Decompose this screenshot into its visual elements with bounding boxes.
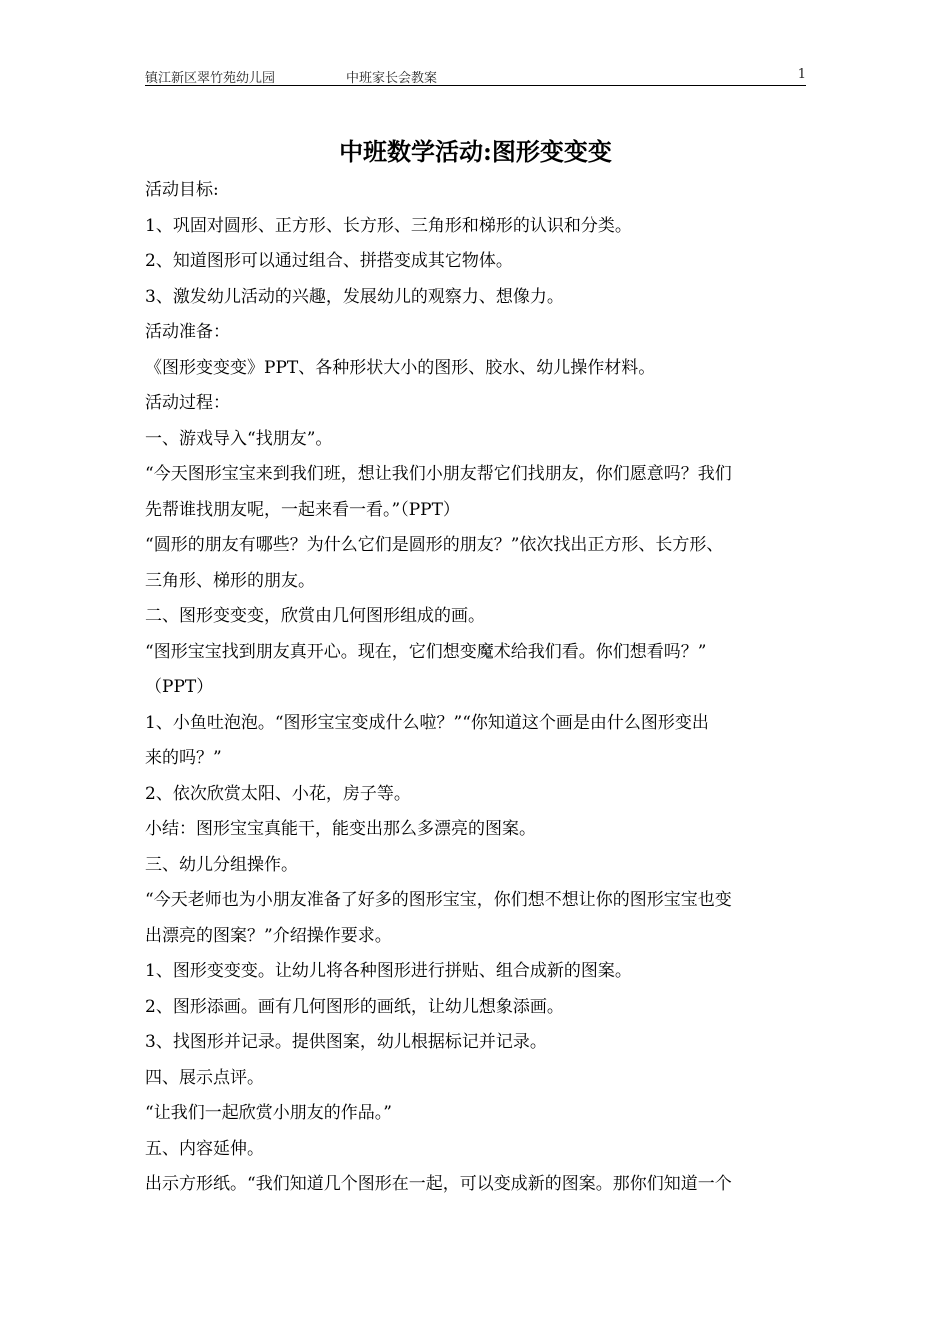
text-line: 来的吗？” <box>145 748 222 768</box>
page-header <box>145 64 806 86</box>
header-school-name: 镇江新区翠竹苑幼儿园 <box>145 71 276 86</box>
text-line: 1、小鱼吐泡泡。“图形宝宝变成什么啦？”“你知道这个画是由什么图形变出 <box>145 712 709 733</box>
text-line: 3、找图形并记录。提供图案，幼儿根据标记并记录。 <box>145 1032 547 1052</box>
text-line: 活动准备： <box>145 322 230 342</box>
text-line: “圆形的朋友有哪些？为什么它们是圆形的朋友？”依次找出正方形、长方形、 <box>145 535 724 555</box>
text-line: “今天图形宝宝来到我们班，想让我们小朋友帮它们找朋友，你们愿意吗？我们 <box>145 464 732 484</box>
document-body <box>145 173 806 1203</box>
text-line: 三角形、梯形的朋友。 <box>145 570 315 591</box>
text-line: 出漂亮的图案？”介绍操作要求。 <box>145 925 392 946</box>
text-line: 2、知道图形可以通过组合、拼搭变成其它物体。 <box>145 251 513 271</box>
text-line: 小结：图形宝宝真能干，能变出那么多漂亮的图案。 <box>145 819 536 839</box>
text-line: 1、巩固对圆形、正方形、长方形、三角形和梯形的认识和分类。 <box>145 215 632 236</box>
text-line: 2、依次欣赏太阳、小花，房子等。 <box>145 783 411 804</box>
text-line: 二、图形变变变，欣赏由几何图形组成的画。 <box>145 606 485 626</box>
text-line: 1、图形变变变。让幼儿将各种图形进行拼贴、组合成新的图案。 <box>145 961 632 981</box>
text-line: 先帮谁找朋友呢，一起来看一看。”（PPT） <box>145 499 460 520</box>
text-line: “今天老师也为小朋友准备了好多的图形宝宝，你们想不想让你的图形宝宝也变 <box>145 890 732 910</box>
text-line: 活动目标: <box>145 180 219 200</box>
text-line: 3、激发幼儿活动的兴趣，发展幼儿的观察力、想像力。 <box>145 286 564 307</box>
text-line: 三、幼儿分组操作。 <box>145 854 298 875</box>
text-line: 五、内容延伸。 <box>145 1138 264 1159</box>
text-line: “图形宝宝找到朋友真开心。现在，它们想变魔术给我们看。你们想看吗？” <box>145 641 707 662</box>
text-line: （PPT） <box>145 677 214 697</box>
header-document-type: 中班家长会教案 <box>346 71 438 86</box>
text-line: 一、游戏导入“找朋友”。 <box>145 428 333 449</box>
header-page-number: 1 <box>797 67 806 82</box>
text-line: 出示方形纸。“我们知道几个图形在一起，可以变成新的图案。那你们知道一个 <box>145 1174 732 1194</box>
text-line: 2、图形添画。画有几何图形的画纸，让幼儿想象添画。 <box>145 996 564 1017</box>
document-title: 中班数学活动:图形变变变 <box>339 137 612 166</box>
text-line: “让我们一起欣赏小朋友的作品。” <box>145 1103 392 1123</box>
text-line: 四、展示点评。 <box>145 1067 264 1088</box>
text-line: 《图形变变变》PPT、各种形状大小的图形、胶水、幼儿操作材料。 <box>145 357 656 378</box>
text-line: 活动过程： <box>145 393 230 413</box>
